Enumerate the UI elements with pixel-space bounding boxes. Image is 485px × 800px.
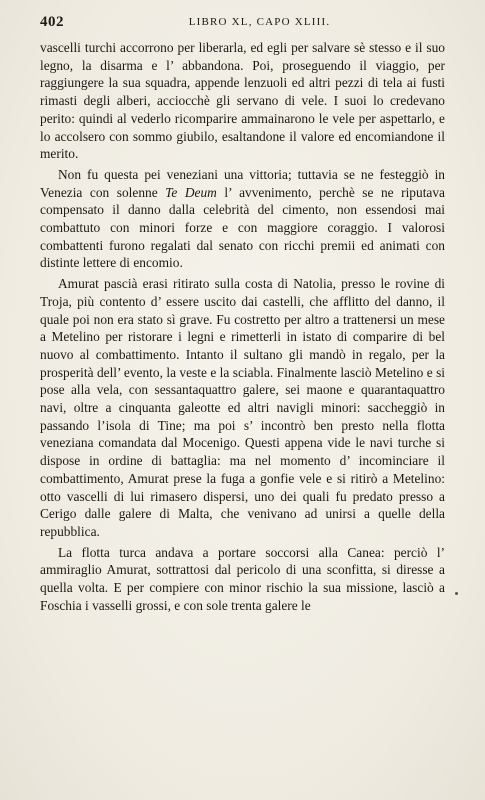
paragraph-2	[40, 166, 445, 272]
paragraph-4-text: La flotta turca andava a portare soccorsi alla Canea: perciò l’ ammiraglio Amurat, sottrattosi dal pericolo di una sconfitta, si diresse a quella volta. E per compiere con minor rischio la sua missione, lasciò a Foschia i vasselli grossi, e con sole trenta galere le	[40, 544, 445, 613]
paragraph-3-text: Amurat pascià erasi ritirato sulla costa di Natolia, presso le rovine di Troja, più contento d’ essere uscito dai castelli, che afflitto del danno, il quale poi non era stato sì grave. Fu costretto per altro a trattenersi un mese a Metelino per ristorare i legni e rimetterli in istato di comparire di bel nuovo al combattimento. Intanto il sultano gli mandò in regalo, per la prosperità dell’ evento, la veste e la sciabla. Finalmente lasciò Metelino e si pose alla vela, con sessantaquattro galere, sei maone e quarantaquattro navi, oltre a cinquanta galeotte ed altri navigli minori: saccheggiò in passando l’isola di Tine; ma poi s’ incontrò ben presto nella flotta veneziana comandata dal Mocenigo. Questi appena vide le navi turche si dispose in ordine di battaglia: ma nel momento d’ incominciare il combattimento, Amurat prese la fuga a gonfie vele e si ritirò a Metelino: otto vascelli di lui rimasero dispersi, uno dei quali fu predato presso a Cerigo dalle galere di Malta, che venivano ad unirsi a quelle della repubblica.	[40, 276, 445, 539]
paragraph-1-text: vascelli turchi accorrono per liberarla, ed egli per salvare sè stesso e il suo legno, la disarma e l’ abbandona. Poi, proseguendo il viaggio, per raggiungere la sua squadra, appende lenzuoli ed altri pezzi di tela ai fusti rimasti degli alberi, acciocchè gli servano di vele. I suoi lo credevano perito: quindi al vederlo ricomparire ammainarono le vele per aspettarlo, e lo accolsero con sommo giubilo, esaltandone il valore ed encomiandone il merito.	[40, 40, 445, 162]
page-number: 402	[40, 14, 64, 30]
paragraph-4	[40, 544, 445, 615]
paragraph-2-text-b: l’ avvenimento, perchè se ne riputava compensato il danno dalla celebrità del cimento, non essendosi mai combattuto con minori forze e con maggiore coraggio. I valorosi combattenti furono regalati dal senato con ricchi premii ed animati con distinte lettere di encomio.	[40, 184, 445, 271]
running-head	[40, 14, 459, 32]
paragraph-3	[40, 275, 445, 541]
paragraph-1	[40, 39, 445, 163]
chapter-header: LIBRO XL, CAPO XLIII.	[188, 16, 331, 28]
margin-mark	[455, 592, 458, 595]
paragraph-2-text-a: Non fu questa pei veneziani una vittoria; tuttavia se ne festeggiò in Venezia con solenne	[40, 166, 445, 200]
body-text	[40, 39, 445, 615]
te-deum-italic: Te Deum	[165, 184, 217, 200]
